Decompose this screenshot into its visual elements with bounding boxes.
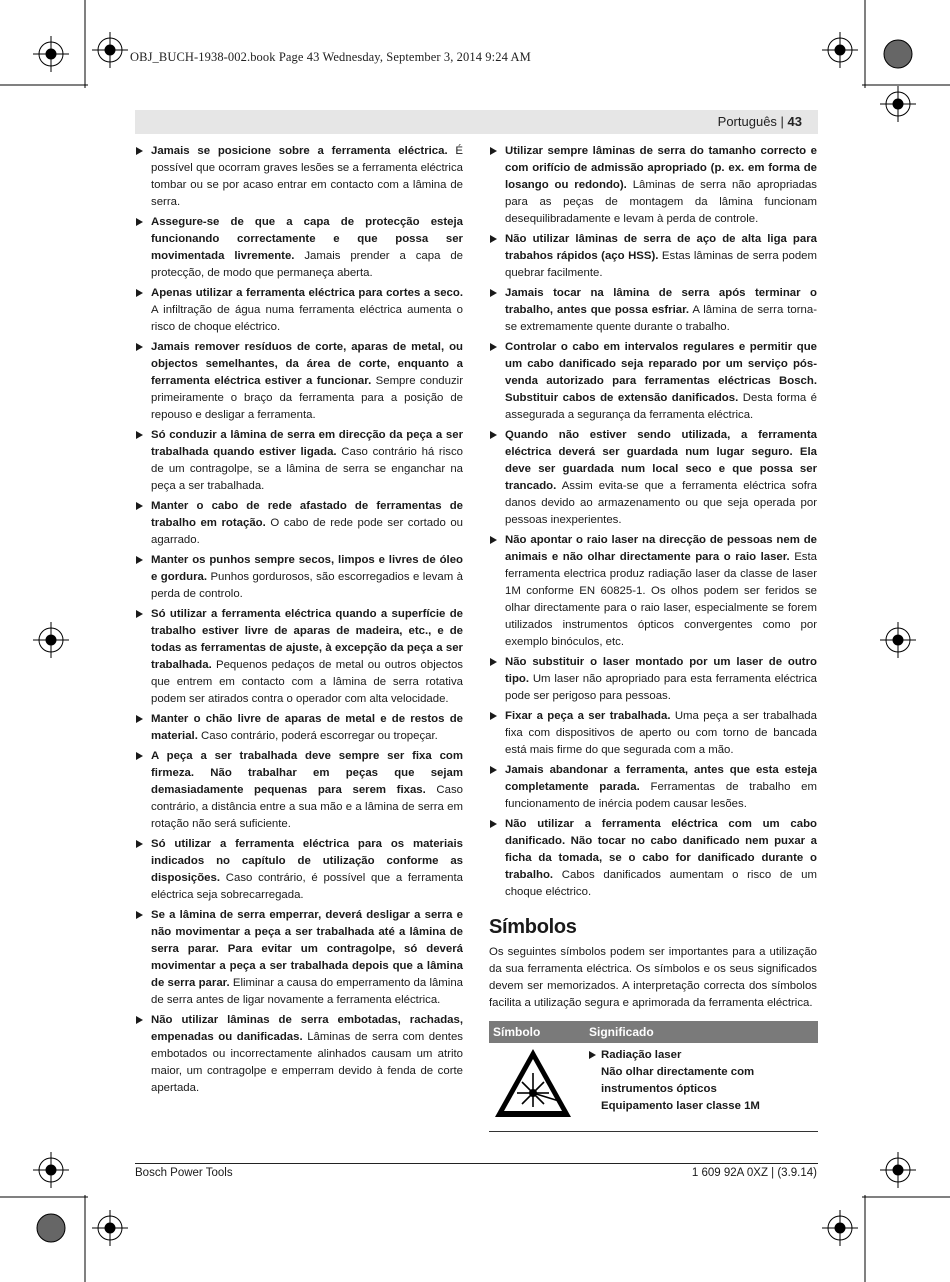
- bullet-arrow-icon: [136, 502, 143, 510]
- bullet-arrow-icon: [136, 218, 143, 226]
- safety-instruction-item: [489, 143, 817, 228]
- safety-instruction-item: [135, 214, 463, 282]
- header-language: Português |: [717, 114, 788, 129]
- safety-instruction-item: [135, 143, 463, 211]
- meaning-text: [589, 1047, 814, 1115]
- instruction-bold-text: Só conduzir a lâmina de serra em direcção da peça a ser trabalhada quando estiver ligada.: [151, 429, 463, 458]
- safety-instruction-item: [489, 427, 817, 529]
- safety-instruction-item: [135, 748, 463, 833]
- footer-divider: [135, 1163, 818, 1164]
- instruction-bold-text: Manter os punhos sempre secos, limpos e livres de óleo e gordura.: [151, 554, 463, 583]
- instruction-body-text: Sempre conduzir primeiramente o braço da ferramenta para a posição de repouso e desligar a ferramenta.: [151, 375, 463, 421]
- instruction-body-text: A lâmina de serra torna-se extremamente quente durante o trabalho.: [505, 304, 817, 333]
- safety-instruction-item: [135, 498, 463, 549]
- instruction-body-text: Caso contrário há risco de um contragolpe, se a lâmina de serra se enganchar na peça a ser trabalhada.: [151, 446, 463, 492]
- instruction-bold-text: Não utilizar a ferramenta eléctrica com um cabo danificado. Não tocar no cabo danificado nem puxar a ficha da tomada, se o cabo for danificado durante o trabalho.: [505, 818, 817, 881]
- bullet-arrow-icon: [136, 840, 143, 848]
- instruction-body-text: Assim evita-se que a ferramenta eléctrica sofra danos devido ao armazenamento ou que seja operada por pessoas inexperientes.: [505, 480, 817, 526]
- symbols-table-header: [489, 1021, 818, 1043]
- bullet-arrow-icon: [490, 712, 497, 720]
- instruction-bold-text: Apenas utilizar a ferramenta eléctrica para cortes a seco.: [151, 287, 463, 299]
- print-slug-line: OBJ_BUCH-1938-002.book Page 43 Wednesday, September 3, 2014 9:24 AM: [130, 50, 531, 64]
- symbol-cell: [489, 1043, 585, 1132]
- page-header-bar: [135, 110, 818, 134]
- bullet-arrow-icon: [136, 1016, 143, 1024]
- instruction-bold-text: Fixar a peça a ser trabalhada.: [505, 710, 671, 722]
- safety-instruction-item: [489, 339, 817, 424]
- bullet-arrow-icon: [490, 289, 497, 297]
- footer-doc-number: 1 609 92A 0XZ | (3.9.14): [691, 1167, 817, 1179]
- instruction-body-text: Eliminar a causa do emperramento da lâmina de serra antes de ligar novamente a ferramenta eléctrica.: [151, 977, 463, 1006]
- instruction-bold-text: Não substituir o laser montado por um laser de outro tipo.: [505, 656, 817, 685]
- instruction-body-text: A infiltração de água numa ferramenta eléctrica aumenta o risco de choque eléctrico.: [151, 304, 463, 333]
- safety-instruction-item: [135, 1012, 463, 1097]
- instruction-body-text: Lâminas de serra com dentes embotados ou incorrectamente alinhados causam um atrito maior, um contragolpe e emperram devido à fenda de corte apertada.: [151, 1031, 463, 1094]
- bullet-arrow-icon: [490, 147, 497, 155]
- safety-instruction-item: [489, 762, 817, 813]
- bullet-arrow-icon: [136, 431, 143, 439]
- safety-instruction-item: [489, 285, 817, 336]
- instruction-bold-text: Quando não estiver sendo utilizada, a ferramenta eléctrica deverá ser guardada num lugar seguro. Ela deve ser guardada num local seco e que possa ser trancado.: [505, 429, 817, 492]
- instruction-body-text: Punhos gordurosos, são escorregadios e levam à perda de controlo.: [151, 571, 463, 600]
- meaning-line: Equipamento laser classe 1M: [601, 1100, 760, 1112]
- safety-instruction-item: [135, 907, 463, 1009]
- instruction-bold-text: Manter o cabo de rede afastado de ferramentas de trabalho em rotação.: [151, 500, 463, 529]
- bullet-arrow-icon: [136, 343, 143, 351]
- instruction-body-text: O cabo de rede pode ser cortado ou agarrado.: [151, 517, 463, 546]
- bullet-arrow-icon: [490, 343, 497, 351]
- instruction-body-text: Lâminas de serra não apropriadas para as peças de montagem da lâmina funcionam desequilibradamente e levam à perda de controle.: [505, 179, 817, 225]
- instruction-bold-text: Não apontar o raio laser na direcção de pessoas nem de animais e não olhar directamente para o raio laser.: [505, 534, 817, 563]
- meaning-line: Radiação laser: [601, 1049, 682, 1061]
- meaning-line: Não olhar directamente com: [601, 1066, 755, 1078]
- safety-instruction-item: [135, 339, 463, 424]
- safety-instruction-item: [489, 231, 817, 282]
- safety-instruction-item: [489, 532, 817, 651]
- bullet-arrow-icon: [490, 766, 497, 774]
- symbol-column-header: Símbolo: [489, 1021, 585, 1043]
- bullet-arrow-icon: [490, 431, 497, 439]
- instruction-body-text: Desta forma é assegurada a segurança da ferramenta eléctrica.: [505, 392, 818, 421]
- instruction-bold-text: Se a lâmina de serra emperrar, deverá desligar a serra e não movimentar a peça a ser trabalhada até a lâmina de serra parar. Para evitar um contragolpe, só deverá movimentar a peça a ser trabalhada depois que a lâmina de serra parar.: [151, 909, 463, 989]
- laser-warning-icon: [493, 1047, 573, 1121]
- safety-instruction-item: [489, 708, 817, 759]
- safety-instruction-item: [135, 552, 463, 603]
- safety-instruction-item: [135, 285, 463, 336]
- instruction-body-text: Esta ferramenta electrica produz radiação laser da classe de laser 1M conforme EN 60825-1. Os olhos podem ser feridos se olhar directamente para o raio laser, especialmente se forem utilizados instrumentos ópticos convergentes como por exemplo binóculos, etc.: [505, 551, 817, 648]
- instruction-bold-text: Não utilizar lâminas de serra embotadas, rachadas, empenadas ou danificadas.: [151, 1014, 463, 1043]
- bullet-arrow-icon: [136, 911, 143, 919]
- instruction-body-text: Caso contrário, poderá escorregar ou tropeçar.: [197, 730, 438, 742]
- bullet-arrow-icon: [136, 556, 143, 564]
- meaning-line: instrumentos ópticos: [601, 1083, 717, 1095]
- safety-instruction-item: [135, 836, 463, 904]
- symbols-intro-text: Os seguintes símbolos podem ser importantes para a utilização da sua ferramenta eléctrica. Os símbolos e os seus significados devem ser memorizados. A interpretação correcta dos símbolos facilita a utilização segura e aprimorada da ferramenta eléctrica.: [489, 946, 817, 1009]
- instruction-body-text: Caso contrário, é possível que a ferramenta eléctrica seja sobrecarregada.: [151, 872, 463, 901]
- instruction-body-text: Uma peça a ser trabalhada fixa com dispositivos de aperto ou com torno de bancada está mais firme do que segurada com a mão.: [505, 710, 817, 756]
- bullet-arrow-icon: [490, 820, 497, 828]
- instruction-bold-text: A peça a ser trabalhada deve sempre ser fixa com firmeza. Não trabalhar em peças que sejam demasiadamente pequenas para serem fixas.: [151, 750, 463, 796]
- instruction-body-text: Cabos danificados aumentam o risco de um choque eléctrico.: [505, 869, 817, 898]
- instruction-body-text: É possível que ocorram graves lesões se a ferramenta eléctrica tombar ou se por acaso entrar em contacto com a lâmina de serra.: [151, 145, 463, 208]
- bullet-arrow-icon: [136, 147, 143, 155]
- instruction-body-text: Caso contrário, a distância entre a sua mão e a lâmina de serra em rotação não será suficiente.: [151, 784, 463, 830]
- instruction-bold-text: Só utilizar a ferramenta eléctrica para os materiais indicados no capítulo de utilização conforme as disposições.: [151, 838, 463, 884]
- instruction-bold-text: Jamais abandonar a ferramenta, antes que esta esteja completamente parada.: [505, 764, 817, 793]
- instruction-bold-text: Jamais remover resíduos de corte, aparas de metal, ou objectos semelhantes, da área de corte, enquanto a ferramenta eléctrica estiver a funcionar.: [151, 341, 463, 387]
- footer-brand: Bosch Power Tools: [135, 1167, 233, 1179]
- left-column: [135, 143, 463, 1100]
- bullet-arrow-icon: [136, 715, 143, 723]
- instruction-body-text: Ferramentas de trabalho em funcionamento de inércia podem causar lesões.: [505, 781, 817, 810]
- instruction-bold-text: Só utilizar a ferramenta eléctrica quando a superfície de trabalho estiver livre de aparas de madeira, etc., e de todas as ferramentas de ajuste, à excepção da peça a ser trabalhada.: [151, 608, 463, 671]
- bullet-arrow-icon: [589, 1051, 596, 1059]
- instruction-body-text: Pequenos pedaços de metal ou outros objectos que entrem em contacto com a lâmina de serra rotativa podem ser atirados contra o operador com alta velocidade.: [151, 659, 463, 705]
- instruction-bold-text: Jamais tocar na lâmina de serra após terminar o trabalho, antes que possa esfriar.: [505, 287, 817, 316]
- page-header-text: [718, 114, 802, 129]
- safety-instruction-item: [489, 816, 817, 901]
- instruction-bold-text: Utilizar sempre lâminas de serra do tamanho correcto e com orifício de admissão apropriado (p. ex. em forma de losango ou redondo).: [505, 145, 817, 191]
- instruction-bold-text: Não utilizar lâminas de serra de aço de alta liga para trabahos rápidos (aço HSS).: [505, 233, 817, 262]
- bullet-arrow-icon: [490, 235, 497, 243]
- bullet-arrow-icon: [136, 752, 143, 760]
- bullet-arrow-icon: [490, 658, 497, 666]
- symbols-section-title: Símbolos: [489, 916, 577, 938]
- page-number: 43: [787, 114, 802, 129]
- symbols-table-row: [489, 1043, 818, 1132]
- bullet-arrow-icon: [136, 289, 143, 297]
- symbols-table: [489, 1021, 818, 1132]
- instruction-body-text: Estas lâminas de serra podem quebrar facilmente.: [505, 250, 817, 279]
- instruction-bold-text: Jamais se posicione sobre a ferramenta eléctrica.: [151, 145, 448, 157]
- bullet-arrow-icon: [490, 536, 497, 544]
- instruction-body-text: Um laser não apropriado para esta ferramenta eléctrica pode ser perigoso para pessoas.: [505, 673, 817, 702]
- right-column: [489, 143, 817, 1132]
- bullet-arrow-icon: [136, 610, 143, 618]
- safety-instruction-item: [489, 654, 817, 705]
- meaning-column-header: Significado: [585, 1021, 818, 1043]
- instruction-body-text: Jamais prender a capa de protecção, de modo que permaneça aberta.: [151, 250, 463, 279]
- safety-instruction-item: [135, 711, 463, 745]
- right-column-items: [489, 143, 817, 901]
- instruction-bold-text: Manter o chão livre de aparas de metal e de restos de material.: [151, 713, 463, 742]
- safety-instruction-item: [135, 427, 463, 495]
- meaning-cell: [585, 1043, 818, 1132]
- instruction-bold-text: Controlar o cabo em intervalos regulares e permitir que um cabo danificado seja reparado por um serviço pós-venda autorizado para ferramentas eléctricas Bosch. Substituir cabos de extensão danificados.: [505, 341, 817, 404]
- safety-instruction-item: [135, 606, 463, 708]
- instruction-bold-text: Assegure-se de que a capa de protecção esteja funcionando correctamente e que possa ser movimentada livremente.: [151, 216, 463, 262]
